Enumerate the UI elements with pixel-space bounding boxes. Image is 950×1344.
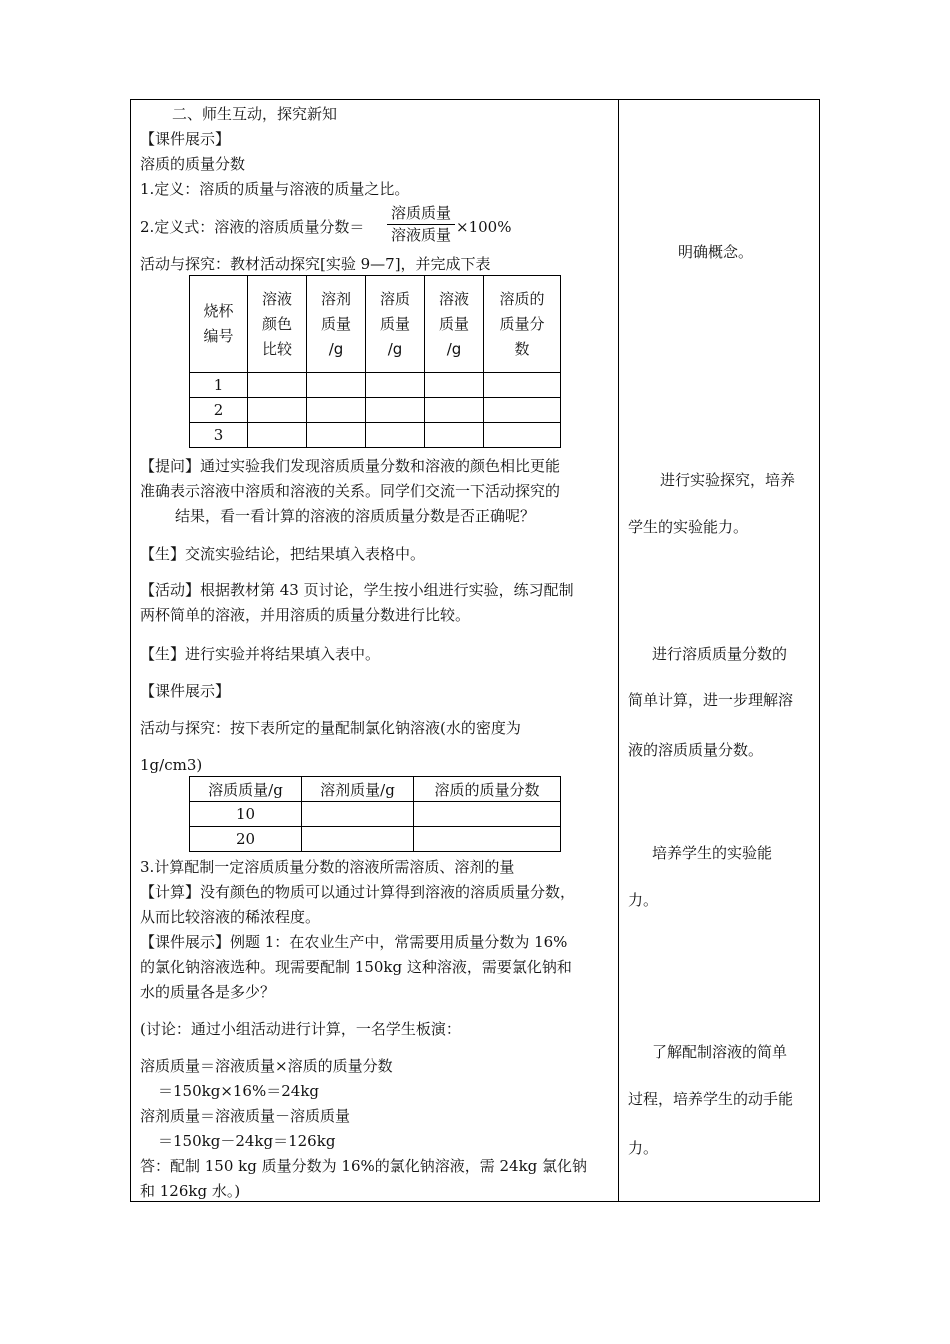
density-note: 1g/cm3) — [140, 756, 203, 774]
header-solution-color: 溶液 颜色 比较 — [248, 276, 307, 373]
activity-2: 活动与探究：按下表所定的量配制氯化钠溶液(水的密度为 — [140, 719, 521, 737]
header-solute-mass: 溶质 质量 /g — [366, 276, 425, 373]
note-3-line-1: 进行溶质质量分数的 — [652, 645, 788, 663]
note-1: 明确概念。 — [678, 243, 754, 261]
solution-prep-header — [190, 777, 561, 802]
example-line-2: 的氯化钠溶液选种。现需要配制 150kg 这种溶液，需要氯化钠和 — [140, 958, 572, 976]
table-row: 20 — [190, 827, 561, 852]
header-mass-fraction: 溶质的 质量分 数 — [484, 276, 561, 373]
header-solute-mass-g: 溶质质量/g — [190, 777, 302, 802]
activity-1: 活动与探究：教材活动探究[实验 9—7]，并完成下表 — [140, 255, 491, 273]
example-line-1: 【课件展示】例题 1：在农业生产中，常需要用质量分数为 16% — [140, 933, 568, 951]
example-line-3: 水的质量各是多少？ — [140, 983, 276, 1001]
question-line-1: 【提问】通过实验我们发现溶质质量分数和溶液的颜色相比更能 — [140, 457, 561, 475]
definition-2-suffix: ×100% — [456, 218, 512, 236]
courseware-label-1: 【课件展示】 — [140, 130, 231, 148]
question-line-2: 准确表示溶液中溶质和溶液的关系。同学们交流一下活动探究的 — [140, 482, 561, 500]
formula-line-4: ＝150kg－24kg＝126kg — [158, 1132, 336, 1150]
note-2-line-1: 进行实验探究，培养 — [660, 471, 796, 489]
table-row: 1 — [190, 373, 561, 398]
answer-line-1: 答：配制 150 kg 质量分数为 16%的氯化钠溶液，需 24kg 氯化钠 — [140, 1157, 588, 1175]
fraction-denominator: 溶液质量 — [387, 224, 455, 246]
calc-line-1: 【计算】没有颜色的物质可以通过计算得到溶液的溶质质量分数， — [140, 883, 576, 901]
fraction-numerator: 溶质质量 — [390, 204, 451, 222]
topic-heading: 溶质的质量分数 — [140, 155, 246, 173]
header-solution-mass: 溶液 质量 /g — [425, 276, 484, 373]
header-solvent-mass-g: 溶剂质量/g — [302, 777, 414, 802]
discussion-line: (讨论：通过小组活动进行计算，一名学生板演： — [140, 1020, 461, 1038]
calc-title: 3.计算配制一定溶质质量分数的溶液所需溶质、溶剂的量 — [140, 858, 515, 876]
header-mass-fraction-2: 溶质的质量分数 — [414, 777, 561, 802]
column-divider — [618, 99, 619, 1202]
courseware-label-2: 【课件展示】 — [140, 682, 231, 700]
definition-2-prefix: 2.定义式：溶液的溶质质量分数＝ — [140, 218, 365, 236]
calc-line-2: 从而比较溶液的稀浓程度。 — [140, 908, 321, 926]
student-response-1: 【生】交流实验结论，把结果填入表格中。 — [140, 545, 426, 563]
formula-line-3: 溶剂质量＝溶液质量－溶质质量 — [140, 1107, 351, 1125]
table-row: 3 — [190, 423, 561, 448]
experiment-table-header — [190, 276, 561, 373]
definition-2-fraction — [387, 203, 455, 246]
solution-prep-table — [189, 776, 561, 852]
note-5-line-3: 力。 — [628, 1139, 659, 1157]
table-row: 10 — [190, 802, 561, 827]
note-3-line-3: 液的溶质质量分数。 — [628, 741, 764, 759]
header-solvent-mass: 溶剂 质量 /g — [307, 276, 366, 373]
activity-line-1: 【活动】根据教材第 43 页讨论，学生按小组进行实验，练习配制 — [140, 581, 574, 599]
note-3-line-2: 简单计算，进一步理解溶 — [628, 691, 794, 709]
note-4-line-1: 培养学生的实验能 — [652, 844, 773, 862]
header-beaker-number: 烧杯 编号 — [190, 276, 248, 373]
formula-line-2: ＝150kg×16%＝24kg — [158, 1082, 320, 1100]
activity-line-2: 两杯简单的溶液，并用溶质的质量分数进行比较。 — [140, 606, 471, 624]
experiment-table — [189, 275, 561, 448]
section-title: 二、师生互动，探究新知 — [172, 105, 338, 123]
table-row: 2 — [190, 398, 561, 423]
student-response-2: 【生】进行实验并将结果填入表中。 — [140, 645, 381, 663]
note-2-line-2: 学生的实验能力。 — [628, 518, 749, 536]
formula-line-1: 溶质质量＝溶液质量×溶质的质量分数 — [140, 1057, 393, 1075]
note-5-line-1: 了解配制溶液的简单 — [652, 1043, 788, 1061]
note-4-line-2: 力。 — [628, 891, 659, 909]
answer-line-2: 和 126kg 水。) — [140, 1182, 241, 1200]
definition-1: 1.定义：溶质的质量与溶液的质量之比。 — [140, 180, 410, 198]
note-5-line-2: 过程，培养学生的动手能 — [628, 1090, 794, 1108]
question-line-3: 结果，看一看计算的溶液的溶质质量分数是否正确呢？ — [175, 507, 536, 525]
